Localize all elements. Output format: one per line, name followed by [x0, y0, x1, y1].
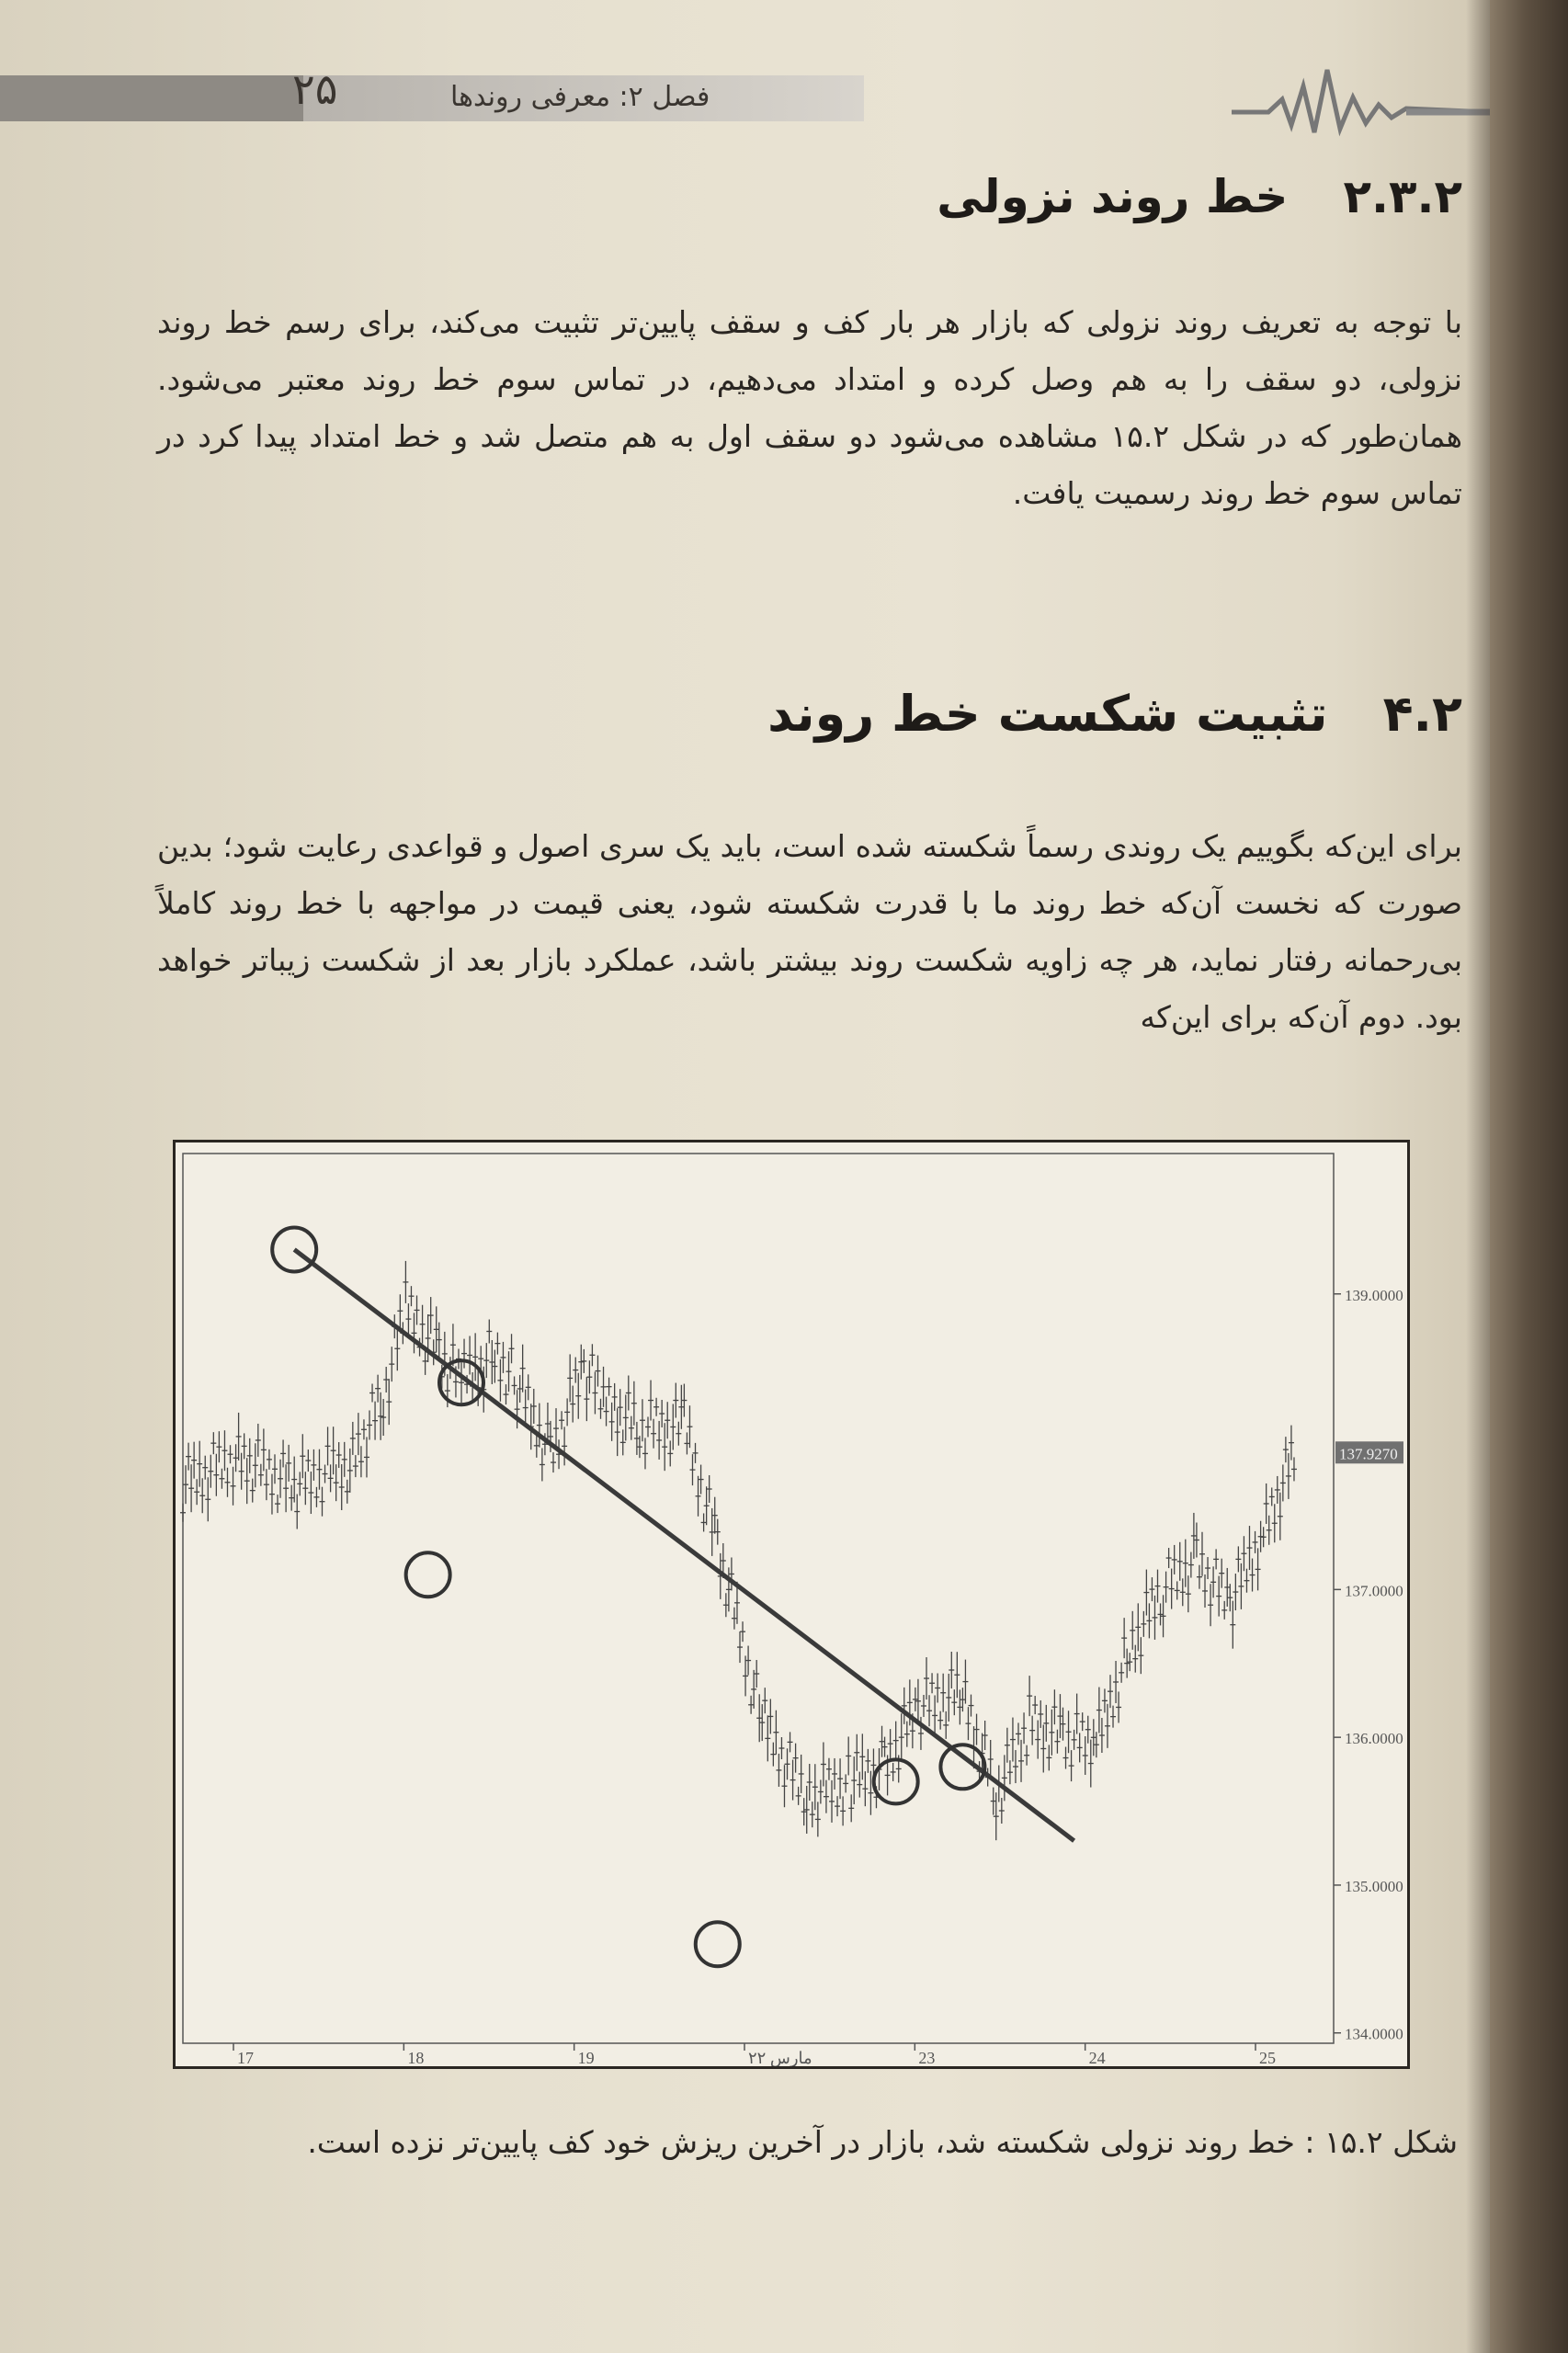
page-header [0, 64, 1490, 138]
heartbeat-icon [1232, 64, 1490, 138]
section-body-1: با توجه به تعریف روند نزولی که بازار هر بار کف و سقف پایین‌تر تثبیت می‌کند، برای رسم خط روند نزولی، دو سقف را به هم وصل کرده و امتداد می‌دهیم، در تماس سوم خط روند معتبر می‌شود. همان‌طور که در شکل ۱۵.۲ مشاهده می‌شود دو سقف اول به هم متصل شد و خط امتداد پیدا کرد در تماس سوم خط روند رسمیت یافت. [157, 304, 1462, 511]
section-heading-2 [767, 685, 1462, 743]
y-tick-label: 137.0000 [1345, 1582, 1403, 1600]
y-tick-label: 135.0000 [1345, 1877, 1403, 1895]
y-tick-label: 136.0000 [1345, 1730, 1403, 1748]
current-price-label: 137.9270 [1339, 1445, 1398, 1463]
x-tick-label: 19 [577, 2049, 595, 2066]
section-number-1: ۲.۳.۲ [1343, 170, 1462, 223]
section-body-2: برای این‌که بگوییم یک روندی رسماً شکسته شده است، باید یک سری اصول و قواعدی رعایت شود؛ بدین صورت که نخست آن‌که خط روند ما با قدرت شکسته شود، یعنی قیمت در مواجهه با خط روند کاملاً بی‌رحمانه رفتار نماید، هر چه زاویه شکست روند بیشتر باشد، عملکرد بازار بعد از شکست زیباتر خواهد بود. دوم آن‌که برای این‌که [157, 828, 1462, 1035]
x-tick-label: 25 [1259, 2049, 1276, 2066]
x-tick-label: 23 [918, 2049, 936, 2066]
price-chart [173, 1140, 1410, 2069]
x-tick-label: 17 [237, 2049, 254, 2066]
page-number: ۲۵ [292, 64, 338, 114]
y-tick-label: 139.0000 [1345, 1286, 1403, 1304]
chapter-title: فصل ۲: معرفی روندها [450, 81, 710, 113]
x-tick-label: 18 [407, 2049, 425, 2066]
book-spine [1490, 0, 1568, 2353]
plot-area [183, 1154, 1334, 2043]
section-heading-1 [937, 170, 1462, 223]
touch-point-circle [696, 1922, 740, 1966]
section-title-2: تثبیت شکست خط روند [767, 685, 1328, 743]
touch-point-circle [406, 1552, 450, 1597]
section-number-2: ۴.۲ [1382, 685, 1462, 743]
x-tick-label: مارس ۲۲ [748, 2049, 812, 2066]
x-tick-label: 24 [1088, 2049, 1106, 2066]
chart-svg [176, 1142, 1407, 2066]
figure-caption: شکل ۱۵.۲ : خط روند نزولی شکسته شد، بازار در آخرین ریزش خود کف پایین‌تر نزده است. [307, 2124, 1458, 2160]
page-shadow [1466, 0, 1490, 2353]
trendline [294, 1250, 1074, 1841]
touch-point-circle [874, 1759, 918, 1803]
y-tick-label: 134.0000 [1345, 2025, 1403, 2043]
header-bar [0, 75, 303, 121]
section-title-1: خط روند نزولی [937, 170, 1289, 223]
